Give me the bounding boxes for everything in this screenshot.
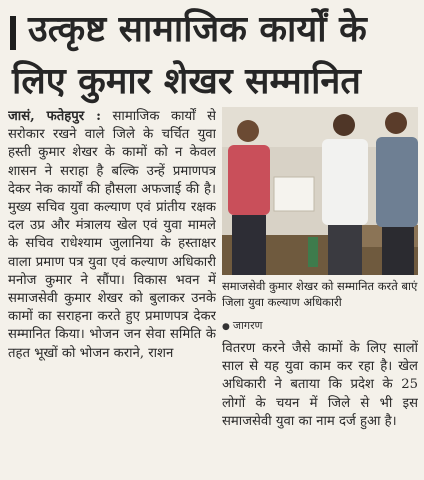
dateline: जासं, फतेहपुर : <box>8 109 101 124</box>
headline-line-2: लिए कुमार शेखर सम्मानित <box>12 61 361 102</box>
photo-source <box>222 318 418 335</box>
article-body-right: वितरण करने जैसे कामों के लिए सालों साल से यह युवा काम कर रहा है। खेल अधिकारी ने बताया कि प्रदेश के 25 लोगों के चयन में जिले से भी इस समाजसेवी युवा का नाम दर्ज हुआ है। <box>222 341 418 429</box>
headline-bar <box>10 16 16 50</box>
photo-illustration <box>222 107 418 275</box>
bullet-icon: ● <box>222 322 230 332</box>
headline-line-1: उत्कृष्ट सामाजिक कार्यों के <box>28 9 367 50</box>
photo-caption: समाजसेवी कुमार शेखर को सम्मानित करते बाएं जिला युवा कल्याण अधिकारी <box>222 279 418 309</box>
article-right-column <box>222 340 418 476</box>
source-label: जागरण <box>232 319 263 332</box>
news-photo <box>222 107 418 275</box>
article-left-column <box>8 108 216 476</box>
article-body-left: सामाजिक कार्यों से सरोकार रखने वाले जिले के चर्चित युवा हस्ती कुमार शेखर के कामों को न केवल शासन ने सराहा है बल्कि उन्हें प्रमाणपत्र देकर नेक कार्यों की हौसला अफजाई की है। मुख्य सचिव युवा कल्याण एवं प्रांतीय रक्षक दल उप्र और मंत्रालय खेल एवं युवा मामले के सचिव राधेश्याम जुलानिया के हस्ताक्षर वाला प्रमाण पत्र युवा एवं कल्याण अधिकारी मनोज कुमार ने सौंपा। विकास भवन में समाजसेवी कुमार शेखर को बुलाकर उनके कामों का सराहना करते हुए प्रमाणपत्र देकर सम्मानित किया। भोजन जन सेवा समिति के तहत भूखों को भोजन कराने, राशन <box>8 109 216 361</box>
